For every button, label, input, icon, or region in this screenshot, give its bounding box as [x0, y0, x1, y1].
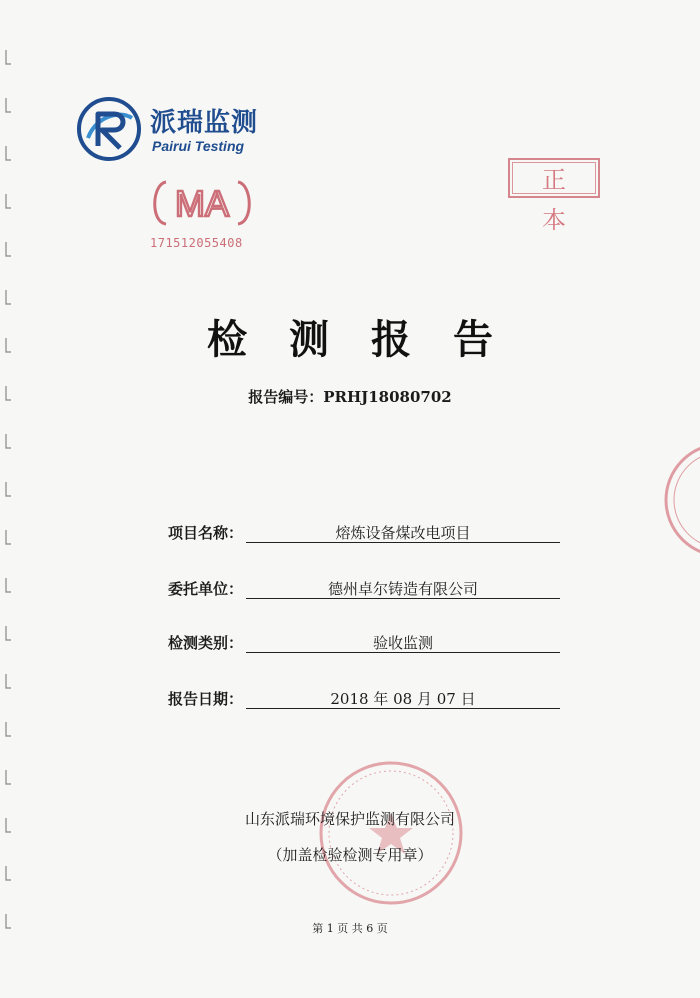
field-label: 项目名称：	[168, 524, 244, 542]
page-title: 检测报告	[207, 317, 535, 363]
field-value: 熔炼设备煤改电项目	[335, 524, 471, 542]
field-label: 报告日期：	[168, 690, 244, 708]
pairui-emblem-icon	[76, 96, 142, 162]
field-value: 2018 年 08 月 07 日	[330, 690, 476, 708]
binding-marks	[0, 20, 22, 980]
field-label: 委托单位：	[168, 580, 244, 598]
seam-seal-icon	[652, 440, 700, 560]
field-report-date	[168, 688, 560, 712]
field-label: 检测类别：	[168, 634, 244, 652]
page-number: 第 1 页 共 6 页	[312, 922, 388, 935]
company-logo	[76, 96, 276, 166]
field-client	[168, 578, 560, 602]
field-value: 验收监测	[372, 634, 433, 652]
issuing-company: 山东派瑞环境保护监测有限公司	[244, 810, 455, 828]
seal-note: （加盖检验检测专用章）	[267, 846, 433, 864]
original-copy-stamp: 正本	[508, 158, 600, 198]
cma-number: 171512055408	[150, 236, 243, 250]
field-test-category	[168, 632, 560, 656]
report-number: 报告编号：PRHJ18080702	[248, 388, 452, 406]
logo-name-en: Pairui Testing	[152, 138, 245, 154]
cma-mark-text: MA	[175, 183, 229, 224]
field-project-name	[168, 522, 560, 546]
cma-mark-icon	[148, 176, 256, 230]
field-value: 德州卓尔铸造有限公司	[327, 580, 478, 598]
company-seal-icon	[316, 758, 466, 908]
logo-name-cn: 派瑞监测	[150, 108, 259, 138]
